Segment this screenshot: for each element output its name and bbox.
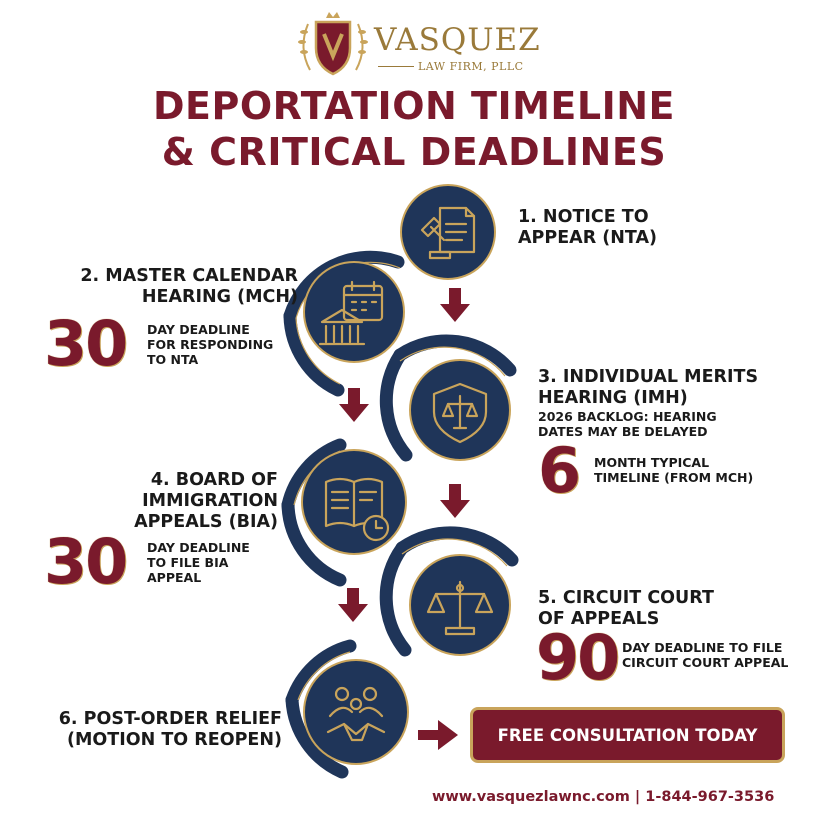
arrow-down-4 [338, 588, 368, 622]
step-5-deadline-text [622, 640, 788, 670]
step-6-label-line: (MOTION TO REOPEN) [67, 730, 282, 750]
step-4-label [60, 470, 278, 533]
step-1-label-line: APPEAR (NTA) [518, 228, 658, 248]
step-4-label-line: IMMIGRATION [142, 491, 278, 511]
step-6-circle [304, 660, 408, 764]
arrow-down-3 [440, 484, 470, 518]
contact-footer[interactable]: www.vasquezlawnc.com | 1-844-967-3536 [432, 789, 775, 805]
step-5-deadline-line: CIRCUIT COURT APPEAL [622, 655, 789, 670]
step-2-deadline-number: 30 [44, 307, 127, 380]
brand-name: VASQUEZ [374, 22, 541, 58]
arrow-right-cta [418, 720, 458, 750]
step-3-note-line: 2026 BACKLOG: HEARING [538, 409, 717, 424]
connector-arc-8 [386, 548, 405, 650]
free-consultation-button[interactable]: FREE CONSULTATION TODAY [470, 707, 785, 763]
step-4-deadline-text [147, 540, 250, 585]
step-3-label-line: 3. INDIVIDUAL MERITS [538, 367, 759, 387]
step-4-label-line: 4. BOARD OF [150, 470, 278, 490]
step-5-label-line: 5. CIRCUIT COURT [538, 588, 714, 608]
step-3-label-line: HEARING (IMH) [538, 388, 688, 408]
page-title-line-2: & CRITICAL DEADLINES [161, 130, 667, 174]
step-2-deadline-text [147, 322, 273, 367]
step-3-deadline-number: 6 [538, 434, 580, 507]
step-3-deadline-line: MONTH TYPICAL [594, 455, 710, 470]
step-5-label-line: OF APPEALS [538, 609, 660, 629]
step-2-label-line: HEARING (MCH) [141, 287, 298, 307]
step-3-deadline-text [594, 455, 753, 485]
step-3-label [538, 367, 758, 409]
step-1-label [518, 207, 657, 249]
arrow-down-1 [440, 288, 470, 322]
step-2-circle [304, 262, 404, 362]
step-1-label-line: 1. NOTICE TO [518, 207, 649, 227]
step-2-label [28, 266, 298, 308]
step-4-deadline-line: APPEAL [147, 570, 202, 585]
step-3-deadline-line: TIMELINE (FROM MCH) [594, 470, 754, 485]
step-4-deadline-line: DAY DEADLINE [147, 540, 250, 555]
step-4-label-line: APPEALS (BIA) [134, 512, 278, 532]
step-5-deadline-line: DAY DEADLINE TO FILE [622, 640, 783, 655]
step-2-deadline-line: TO NTA [147, 352, 199, 367]
step-2-deadline-line: FOR RESPONDING [147, 337, 274, 352]
step-4-deadline-line: TO FILE BIA [147, 555, 229, 570]
step-6-label-line: 6. POST-ORDER RELIEF [58, 709, 282, 729]
page-title-line-1: DEPORTATION TIMELINE [153, 84, 675, 128]
step-2-deadline-line: DAY DEADLINE [147, 322, 250, 337]
step-5-deadline-number: 90 [536, 621, 619, 694]
step-6-label [20, 709, 282, 751]
brand-subtitle: LAW FIRM, PLLC [418, 60, 524, 73]
connector-arc-4 [386, 355, 406, 455]
step-3-note-line: DATES MAY BE DELAYED [538, 424, 708, 439]
step-4-deadline-number: 30 [44, 525, 127, 598]
step-2-label-line: 2. MASTER CALENDAR [80, 266, 298, 286]
